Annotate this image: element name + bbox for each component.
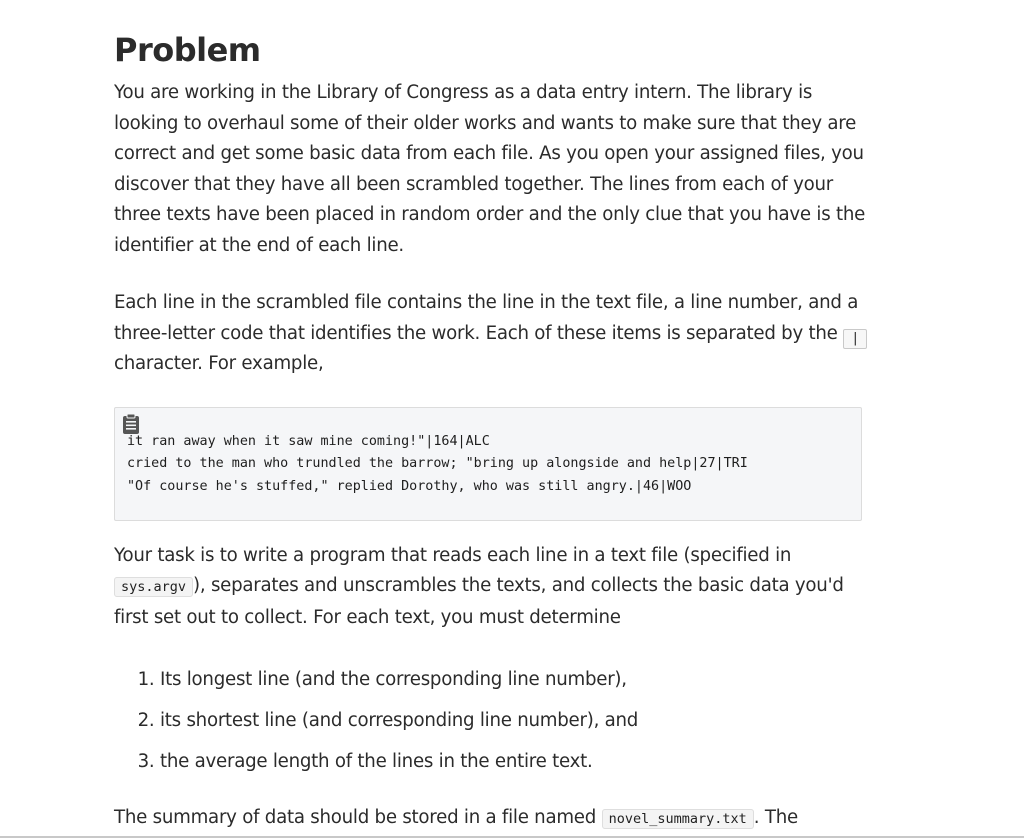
problem-content <box>114 28 874 835</box>
task-text: Your task is to write a program that reads each line in a text file (specified in <box>114 544 792 566</box>
list-item: 3. the average length of the lines in the entire text. <box>160 741 874 782</box>
intro-paragraph: You are working in the Library of Congress as a data entry intern. The library is looking to overhaul some of their older works and wants to make sure that they are correct and get some basic data from each file. As you open your assigned files, you discover that they have all been scrambled together. The lines from each of your three texts have been placed in random order and the only clue that you have is the identifier at the end of each line. <box>114 82 866 256</box>
pipe-separator-code: | <box>843 329 867 349</box>
list-item: 2. its shortest line (and corresponding line number), and <box>160 700 874 741</box>
requirements-list <box>114 659 874 782</box>
list-item: 1. Its longest line (and the corresponding line number), <box>160 659 874 700</box>
task-text-after: ), separates and unscrambles the texts, and collects the basic data you'd first set out to collect. For each text, you must determine <box>114 575 844 628</box>
code-line: cried to the man who trundled the barrow; "bring up alongside and help|27|TRI <box>127 456 748 472</box>
page-title: Problem <box>114 31 261 69</box>
code-lines <box>127 431 748 499</box>
task-paragraph <box>114 541 874 634</box>
summary-text: The summary of data should be stored in a file named <box>114 807 597 828</box>
sys-argv-code: sys.argv <box>114 577 193 597</box>
format-text-after: character. For example, <box>114 353 324 374</box>
code-line: "Of course he's stuffed," replied Dorothy, who was still angry.|46|WOO <box>127 479 692 495</box>
summary-filename-code: novel_summary.txt <box>602 809 754 829</box>
code-example-block <box>114 407 862 521</box>
summary-text-after: . The <box>753 807 798 828</box>
summary-paragraph <box>114 803 874 835</box>
code-line: it ran away when it saw mine coming!"|164|ALC <box>127 433 490 449</box>
format-text: Each line in the scrambled file contains the line in the text file, a line number, and a three-letter code that identifies the work. Each of these items is separated by the <box>114 292 859 344</box>
format-paragraph <box>114 288 874 380</box>
